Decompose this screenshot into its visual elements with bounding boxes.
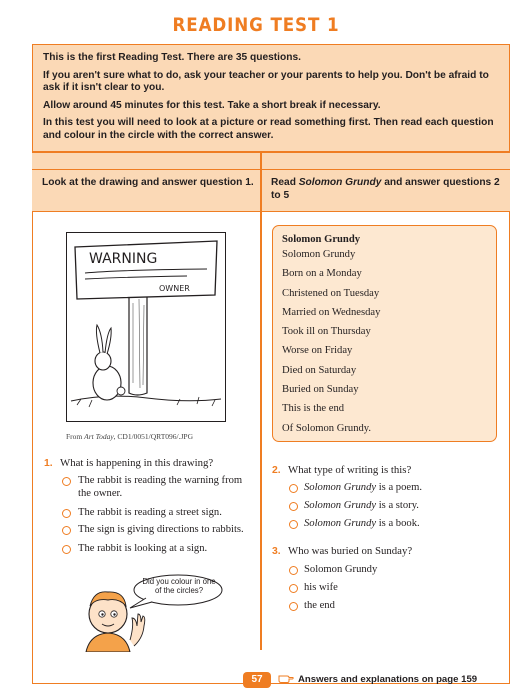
answers-reference: Answers and explanations on page 159 — [298, 674, 478, 685]
poem-line: Christened on Tuesday — [282, 287, 380, 299]
q2-option-3: Solomon Grundy is a book. — [304, 518, 420, 529]
speech-bubble-text: Did you colour in one of the circles? — [142, 577, 216, 596]
poem-line: Of Solomon Grundy. — [282, 422, 372, 434]
poem-line: Took ill on Thursday — [282, 326, 371, 338]
left-column-header: Look at the drawing and answer question 1. — [32, 170, 261, 212]
q1-option-1: The rabbit is reading the warning from the owner. — [78, 475, 243, 499]
q1-option-2: The rabbit is reading a street sign. — [78, 507, 222, 518]
sign-owner-text: OWNER — [159, 284, 190, 293]
q2-option-2-radio[interactable] — [289, 502, 298, 511]
q2-option-1: Solomon Grundy is a poem. — [304, 482, 422, 493]
q2-option-2: Solomon Grundy is a story. — [304, 500, 419, 511]
q1-option-3-radio[interactable] — [62, 526, 71, 535]
q3-option-1-radio[interactable] — [289, 566, 298, 575]
pointing-hand-icon — [278, 672, 294, 684]
sign-warning-text: WARNING — [89, 251, 158, 267]
poem-line: Born on a Monday — [282, 268, 362, 280]
drawing-caption: From Art Today, CD1/0051/QRT096/.JPG — [66, 432, 194, 441]
instruction-4: In this test you will need to look at a picture or read something first. Then read each question and colour in the circle with the correct answer. — [43, 117, 494, 141]
poem-line: Died on Saturday — [282, 364, 357, 376]
page-number: 57 — [243, 672, 271, 688]
poem-line: This is the end — [282, 403, 345, 415]
warning-sign-illustration — [67, 233, 224, 420]
instruction-3: Allow around 45 minutes for this test. Take a short break if necessary. — [43, 99, 381, 111]
page-title: READING TEST 1 — [172, 14, 340, 36]
instructions-panel — [32, 44, 510, 152]
q3-option-2: his wife — [304, 582, 338, 593]
q1-option-4: The rabbit is looking at a sign. — [78, 543, 208, 554]
instruction-2: If you aren't sure what to do, ask your teacher or your parents to help you. Don't be afraid to ask if it isn't clear to you. — [43, 69, 489, 94]
q3-option-3-radio[interactable] — [289, 602, 298, 611]
right-column-header: Read Solomon Grundy and answer questions 2 to 5 — [261, 170, 510, 212]
q3-option-2-radio[interactable] — [289, 584, 298, 593]
q3-number: 3. — [272, 546, 281, 557]
q1-option-3: The sign is giving directions to rabbits. — [78, 524, 244, 535]
column-divider — [260, 152, 262, 650]
poem-line: Buried on Sunday — [282, 384, 359, 396]
q1-option-2-radio[interactable] — [62, 509, 71, 518]
poem-line: Worse on Friday — [282, 345, 353, 357]
q1-text: What is happening in this drawing? — [60, 457, 214, 469]
poem-title: Solomon Grundy — [282, 234, 361, 245]
divider-band — [32, 152, 510, 170]
q2-option-3-radio[interactable] — [289, 520, 298, 529]
q2-option-1-radio[interactable] — [289, 484, 298, 493]
q1-option-1-radio[interactable] — [62, 477, 71, 486]
warning-sign-drawing — [66, 232, 226, 422]
poem-line: Married on Wednesday — [282, 306, 381, 318]
q1-number: 1. — [44, 458, 53, 469]
q3-option-1: Solomon Grundy — [304, 564, 378, 575]
poem-line: Solomon Grundy — [282, 249, 356, 260]
poem-title-ref: Solomon Grundy — [298, 177, 382, 188]
q1-option-4-radio[interactable] — [62, 545, 71, 554]
q2-text: What type of writing is this? — [288, 464, 412, 476]
instruction-1: This is the first Reading Test. There are 35 questions. — [43, 52, 301, 63]
q3-text: Who was buried on Sunday? — [288, 545, 413, 557]
poem-box — [272, 225, 497, 442]
q3-option-3: the end — [304, 600, 335, 611]
q2-number: 2. — [272, 465, 281, 476]
